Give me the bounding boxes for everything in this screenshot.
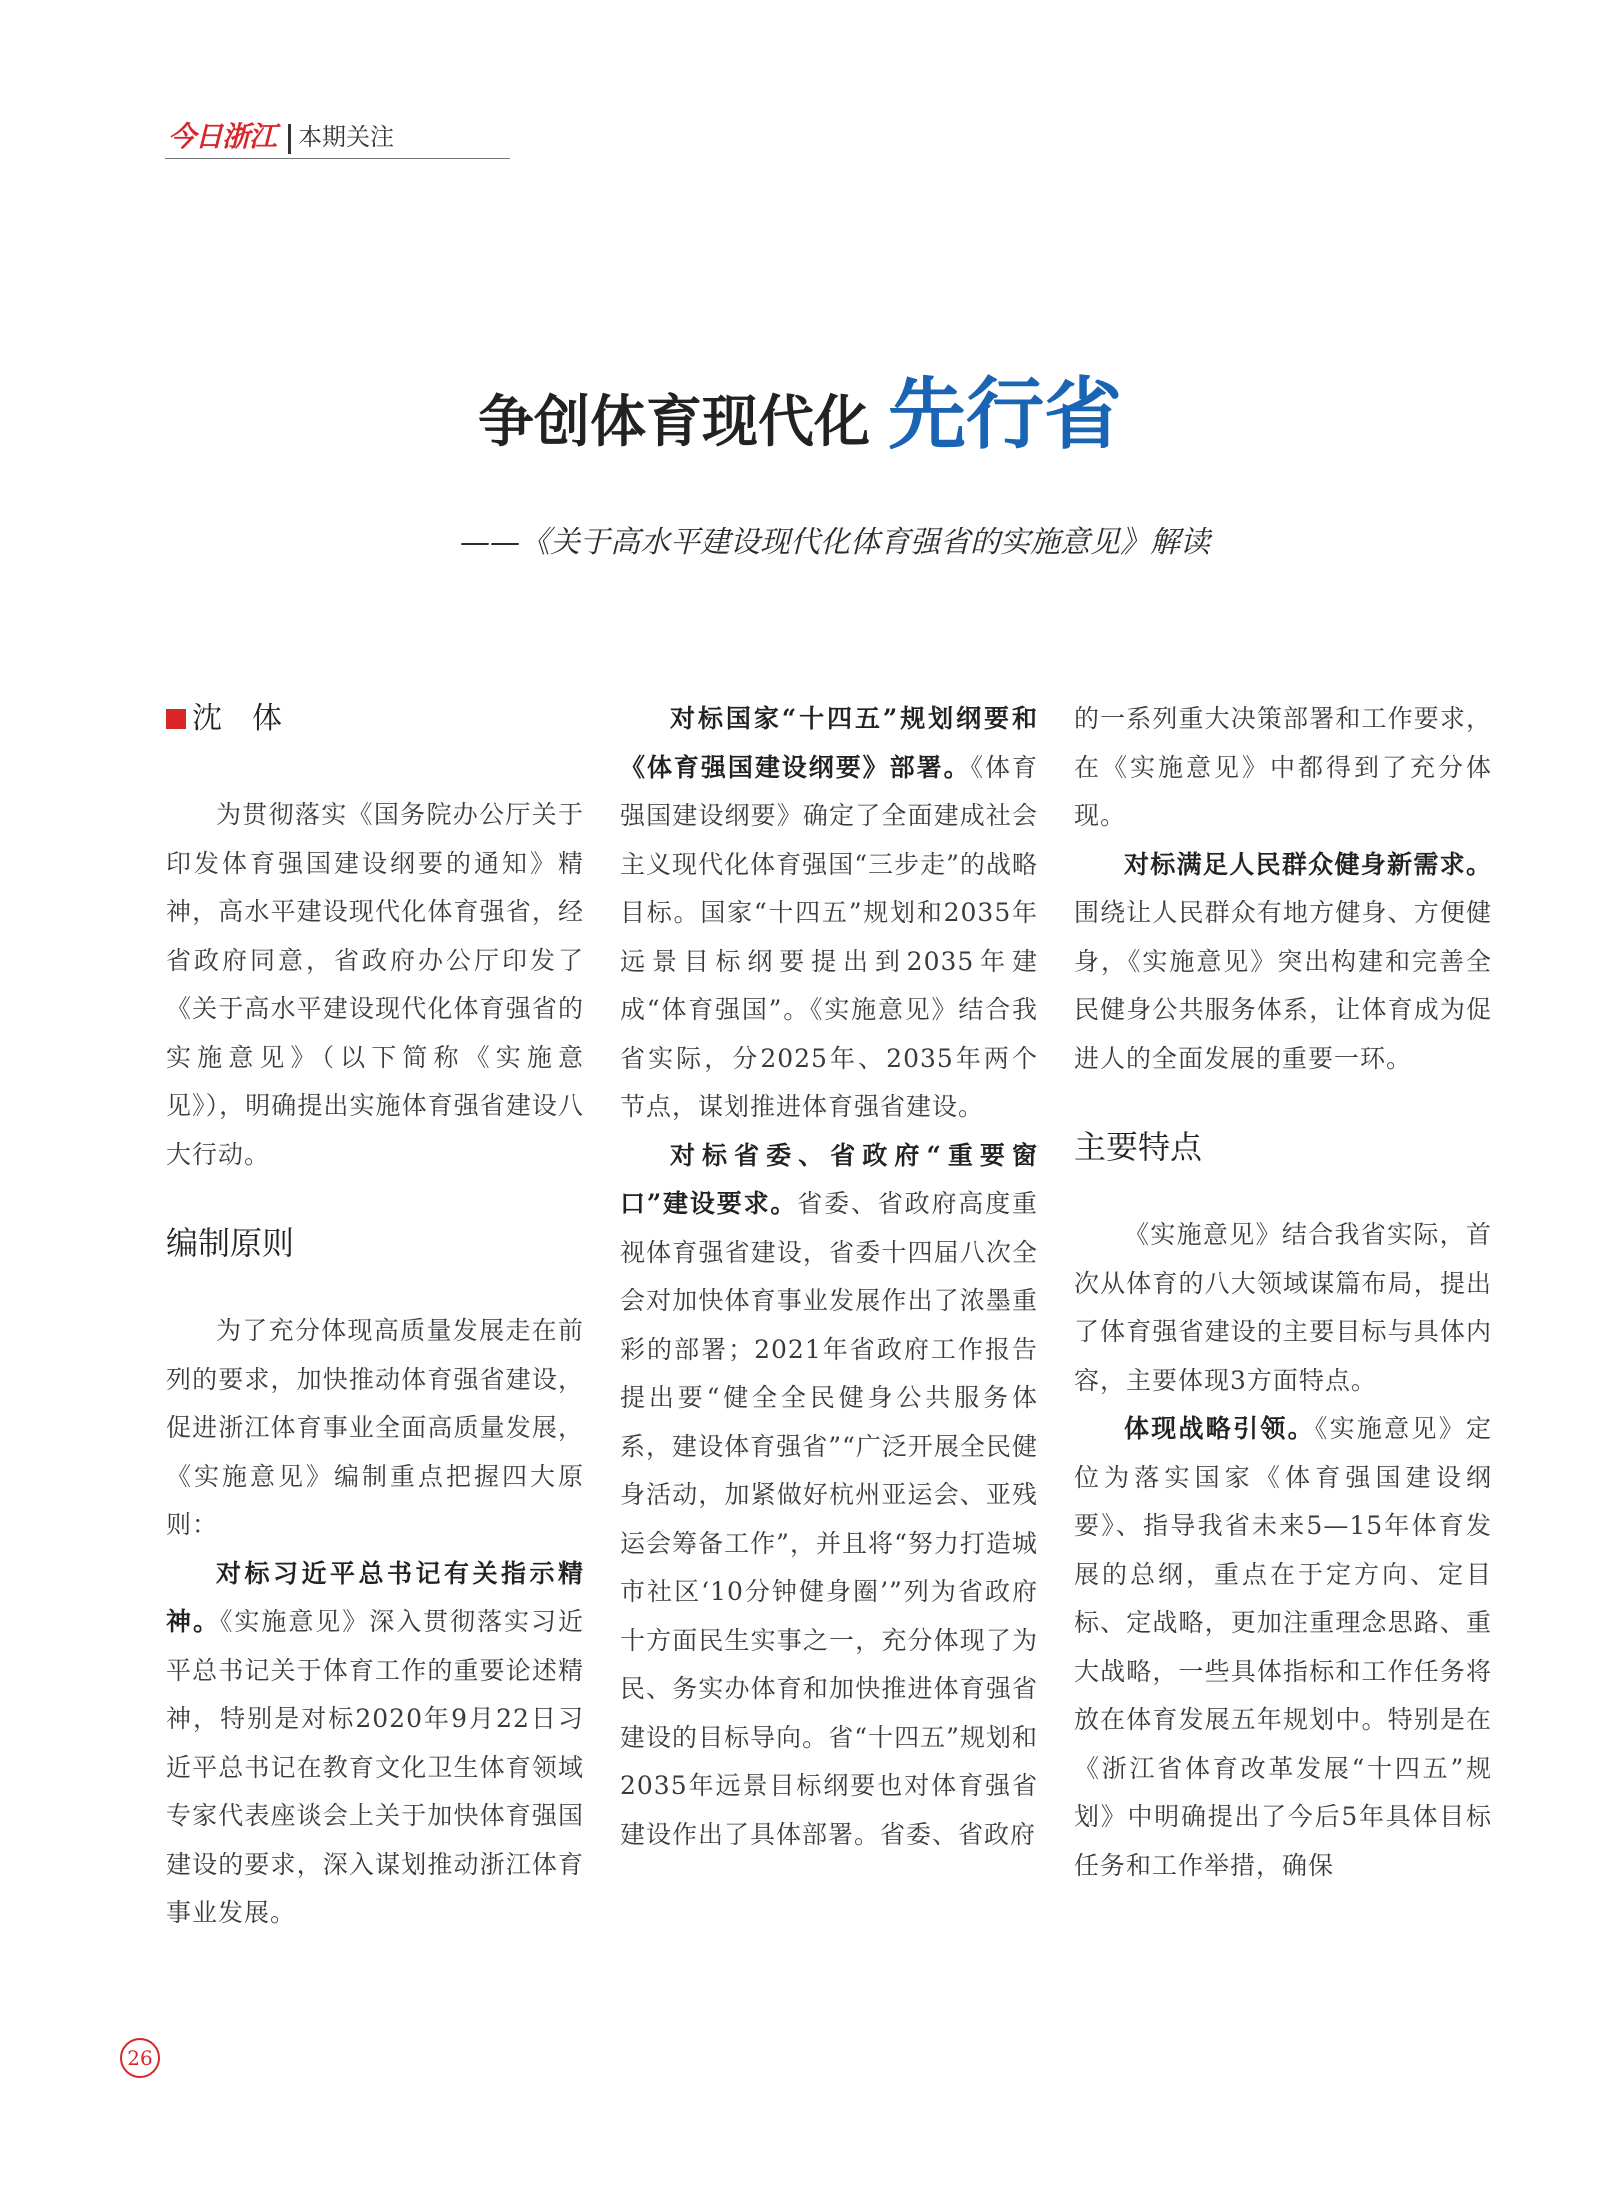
paragraph — [166, 1550, 584, 1938]
column-3 — [1074, 695, 1492, 1890]
paragraph-lead: 对标满足人民群众健身新需求。 — [1124, 849, 1492, 879]
paragraph-lead: 对标国家“十四五”规划纲要和《体育强国建设纲要》部署。 — [620, 704, 1038, 782]
title-main: 争创体育现代化 — [477, 389, 870, 455]
section-label: 本期关注 — [298, 123, 394, 151]
article-title — [0, 360, 1600, 477]
paragraph — [1074, 1405, 1492, 1890]
paragraph-body: 《实施意见》定位为落实国家《体育强国建设纲要》、指导我省未来5—15年体育发展的总纲，重点在于定方向、定目标、定战略，更加注重理念思路、重大战略，一些具体指标和工作任务将放在体育发展五年规划中。特别是在《浙江省体育改革发展“十四五”规划》中明确提出了今后5年具体目标任务和工作举措，确保 — [1074, 1414, 1492, 1880]
paragraph-lead: 对标省委、省政府“重要窗口”建设要求。 — [620, 1140, 1038, 1218]
paragraph-lead: 对标习近平总书记有关指示精神。 — [166, 1558, 584, 1636]
author-name: 沈 体 — [192, 701, 282, 736]
paragraph: 为贯彻落实《国务院办公厅关于印发体育强国建设纲要的通知》精神，高水平建设现代化体育强省，经省政府同意，省政府办公厅印发了《关于高水平建设现代化体育强省的实施意见》（以下简称《实施意见》），明确提出实施体育强省建设八大行动。 — [166, 800, 584, 1169]
paragraph-continued: 的一系列重大决策部署和工作要求，在《实施意见》中都得到了充分体现。 — [1074, 704, 1492, 830]
paragraph: 为了充分体现高质量发展走在前列的要求，加快推动体育强省建设，促进浙江体育事业全面高质量发展，《实施意见》编制重点把握四大原则： — [166, 1316, 584, 1539]
title-accent: 先行省 — [887, 370, 1122, 460]
page-header — [165, 118, 510, 159]
magazine-logo: 今日浙江 — [168, 120, 277, 153]
paragraph — [1074, 841, 1492, 1084]
section-heading: 编制原则 — [166, 1224, 295, 1262]
header-divider — [288, 124, 291, 154]
section-heading: 主要特点 — [1074, 1128, 1203, 1166]
article-subtitle: ——《关于高水平建设现代化体育强省的实施意见》解读 — [460, 525, 1210, 560]
paragraph — [620, 695, 1038, 1132]
page-number: 26 — [120, 2038, 160, 2078]
column-2 — [620, 695, 1038, 1859]
paragraph-body: 《实施意见》深入贯彻落实习近平总书记关于体育工作的重要论述精神，特别是对标2020年9月22日习近平总书记在教育文化卫生体育领域专家代表座谈会上关于加快体育强国建设的要求，深入谋划推动浙江体育事业发展。 — [166, 1607, 584, 1927]
paragraph-body: 《体育强国建设纲要》确定了全面建成社会主义现代化体育强国“三步走”的战略目标。国家“十四五”规划和2035年远景目标纲要提出到2035年建成“体育强国”。《实施意见》结合我省实际，分2025年、2035年两个节点，谋划推进体育强省建设。 — [620, 752, 1038, 1121]
column-1 — [166, 695, 584, 1938]
paragraph — [620, 1132, 1038, 1860]
paragraph-body: 围绕让人民群众有地方健身、方便健身，《实施意见》突出构建和完善全民健身公共服务体系，让体育成为促进人的全面发展的重要一环。 — [1074, 898, 1492, 1073]
paragraph-lead: 体现战略引领。 — [1124, 1414, 1315, 1443]
red-square-icon — [166, 709, 186, 729]
paragraph-body: 省委、省政府高度重视体育强省建设，省委十四届八次全会对加快体育事业发展作出了浓墨重彩的部署；2021年省政府工作报告提出要“健全全民健身公共服务体系，建设体育强省”“广泛开展全民健身活动，加紧做好杭州亚运会、亚残运会筹备工作”，并且将“努力打造城市社区‘10分钟健身圈’”列为省政府十方面民生实事之一，充分体现了为民、务实办体育和加快推进体育强省建设的目标导向。省“十四五”规划和2035年远景目标纲要也对体育强省建设作出了具体部署。省委、省政府 — [620, 1189, 1038, 1849]
paragraph: 《实施意见》结合我省实际，首次从体育的八大领域谋篇布局，提出了体育强省建设的主要目标与具体内容，主要体现3方面特点。 — [1074, 1220, 1492, 1395]
author-byline — [166, 695, 584, 743]
